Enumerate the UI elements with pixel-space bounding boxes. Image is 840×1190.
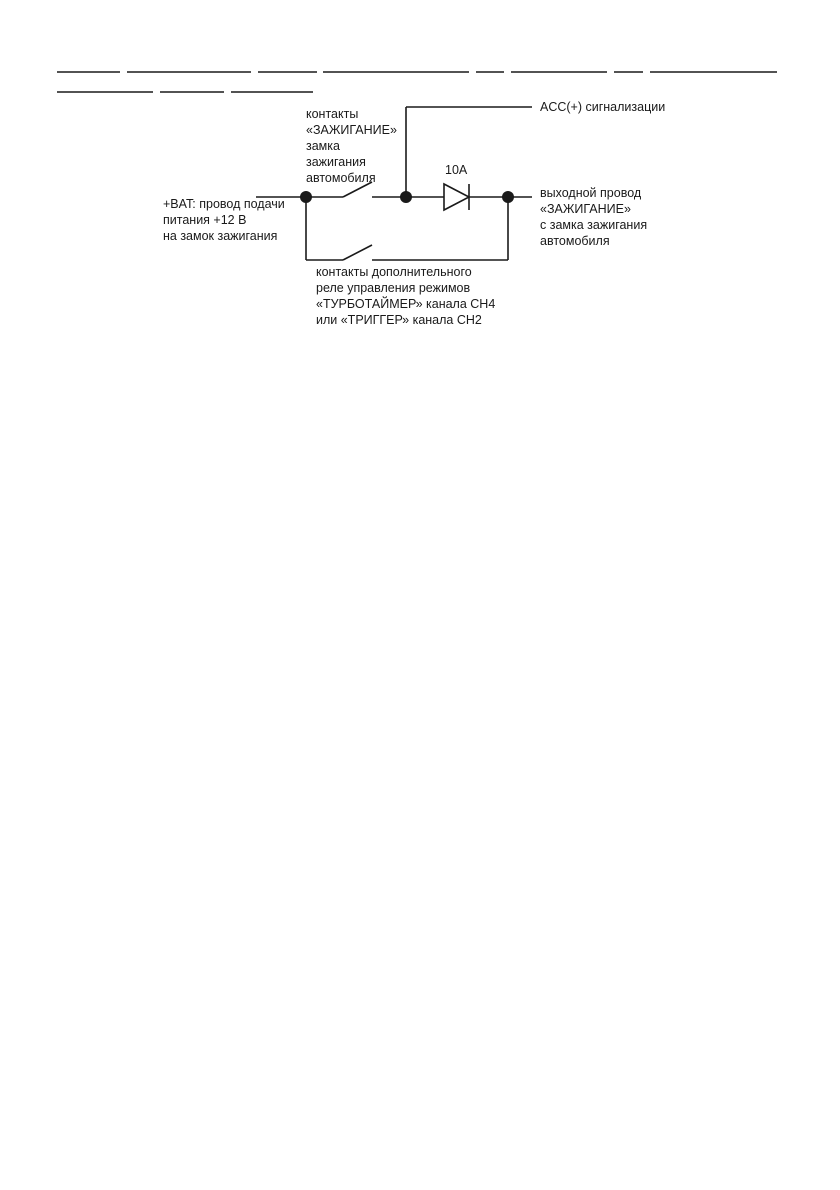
label-line: на замок зажигания <box>163 229 278 243</box>
output-wire-label <box>540 186 651 248</box>
acc-label: ACC(+) сигнализации <box>540 100 666 114</box>
label-line: контакты <box>306 107 359 121</box>
label-line: «ЗАЖИГАНИЕ» <box>540 202 631 216</box>
diode-symbol <box>444 184 469 210</box>
junction-dot-bat <box>300 191 312 203</box>
label-line: автомобиля <box>540 234 610 248</box>
label-line: «ЗАЖИГАНИЕ» <box>306 123 397 137</box>
bat-label <box>163 197 288 243</box>
label-line: питания +12 В <box>163 213 247 227</box>
label-line: контакты дополнительного <box>316 265 472 279</box>
junction-dot-acc <box>400 191 412 203</box>
label-line: или «ТРИГГЕР» канала CH2 <box>316 313 482 327</box>
ignition-contacts-label <box>306 107 400 185</box>
label-line: замка <box>306 139 340 153</box>
junction-dot-output <box>502 191 514 203</box>
label-line: реле управления режимов <box>316 281 471 295</box>
relay-switch-contact <box>343 245 372 260</box>
label-line: «ТУРБОТАЙМЕР» канала CH4 <box>316 297 496 311</box>
redacted-header <box>57 72 777 92</box>
label-line: зажигания <box>306 155 366 169</box>
label-line: автомобиля <box>306 171 376 185</box>
fuse-rating-label: 10A <box>445 163 468 177</box>
label-line: +BAT: провод подачи <box>163 197 285 211</box>
label-line: выходной провод <box>540 186 642 200</box>
label-line: с замка зажигания <box>540 218 648 232</box>
relay-contacts-label <box>316 265 499 327</box>
